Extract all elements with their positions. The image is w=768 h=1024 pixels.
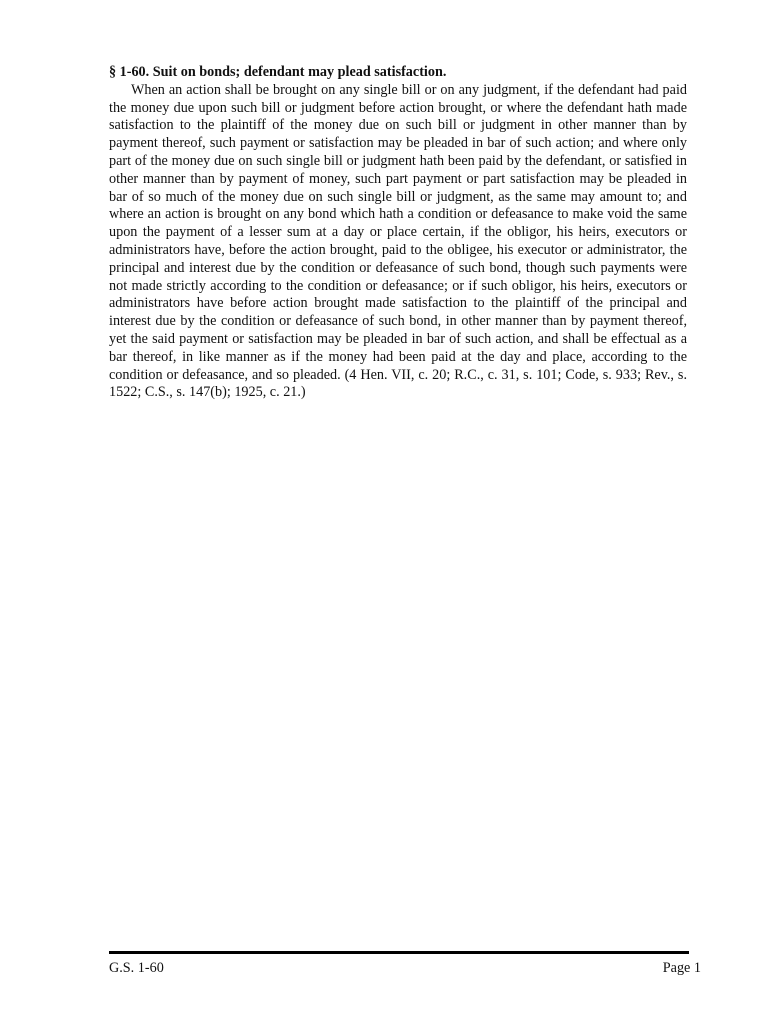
section-text: When an action shall be brought on any single bill or on any judgment, if the defendant had paid the money due upon such bill or judgment before action brought, or where the defendant hath made satisfaction to the plaintiff of the money due on such bill or judgment in other manner than by payment thereof, such payment or satisfaction may be pleaded in bar of such action; and where only part of the money due on such single bill or judgment hath been paid by the defendant, or satisfied in other manner than by payment of money, such part payment or part satisfaction may be pleaded in bar of so much of the money due on such single bill or judgment, as the same may amount to; and where an action is brought on any bond which hath a condition or defeasance to make void the same upon the payment of a lesser sum at a day or place certain, if the obligor, his heirs, executors or administrators have, before the action brought, paid to the obligee, his executor or administrator, the principal and interest due by the condition or defeasance of such bond, though such payments were not made strictly according to the condition or defeasance; or if such obligor, his heirs, executors or administrators have before action brought made satisfaction to the plaintiff of the principal and interest due by the condition or defeasance of such bond, in other manner than by payment thereof, yet the said payment or satisfaction may be pleaded in bar of such action, and shall be effectual as a bar thereof, in like manner as if the money had been paid at the day and place, according to the condition or defeasance, and so pleaded. (4 Hen. VII, c. 20; R.C., c. 31, s. 101; Code, s. 933; Rev., s. 1522; C.S., s. 147(b); 1925, c. 21.) [109,81,687,401]
footer-page-number: Page 1 [662,960,701,976]
footer-divider [109,951,689,954]
footer-statute-reference: G.S. 1-60 [109,960,164,976]
section-heading: § 1-60. Suit on bonds; defendant may plead satisfaction. [109,64,447,80]
statute-section [109,64,687,402]
page-footer [109,960,701,977]
